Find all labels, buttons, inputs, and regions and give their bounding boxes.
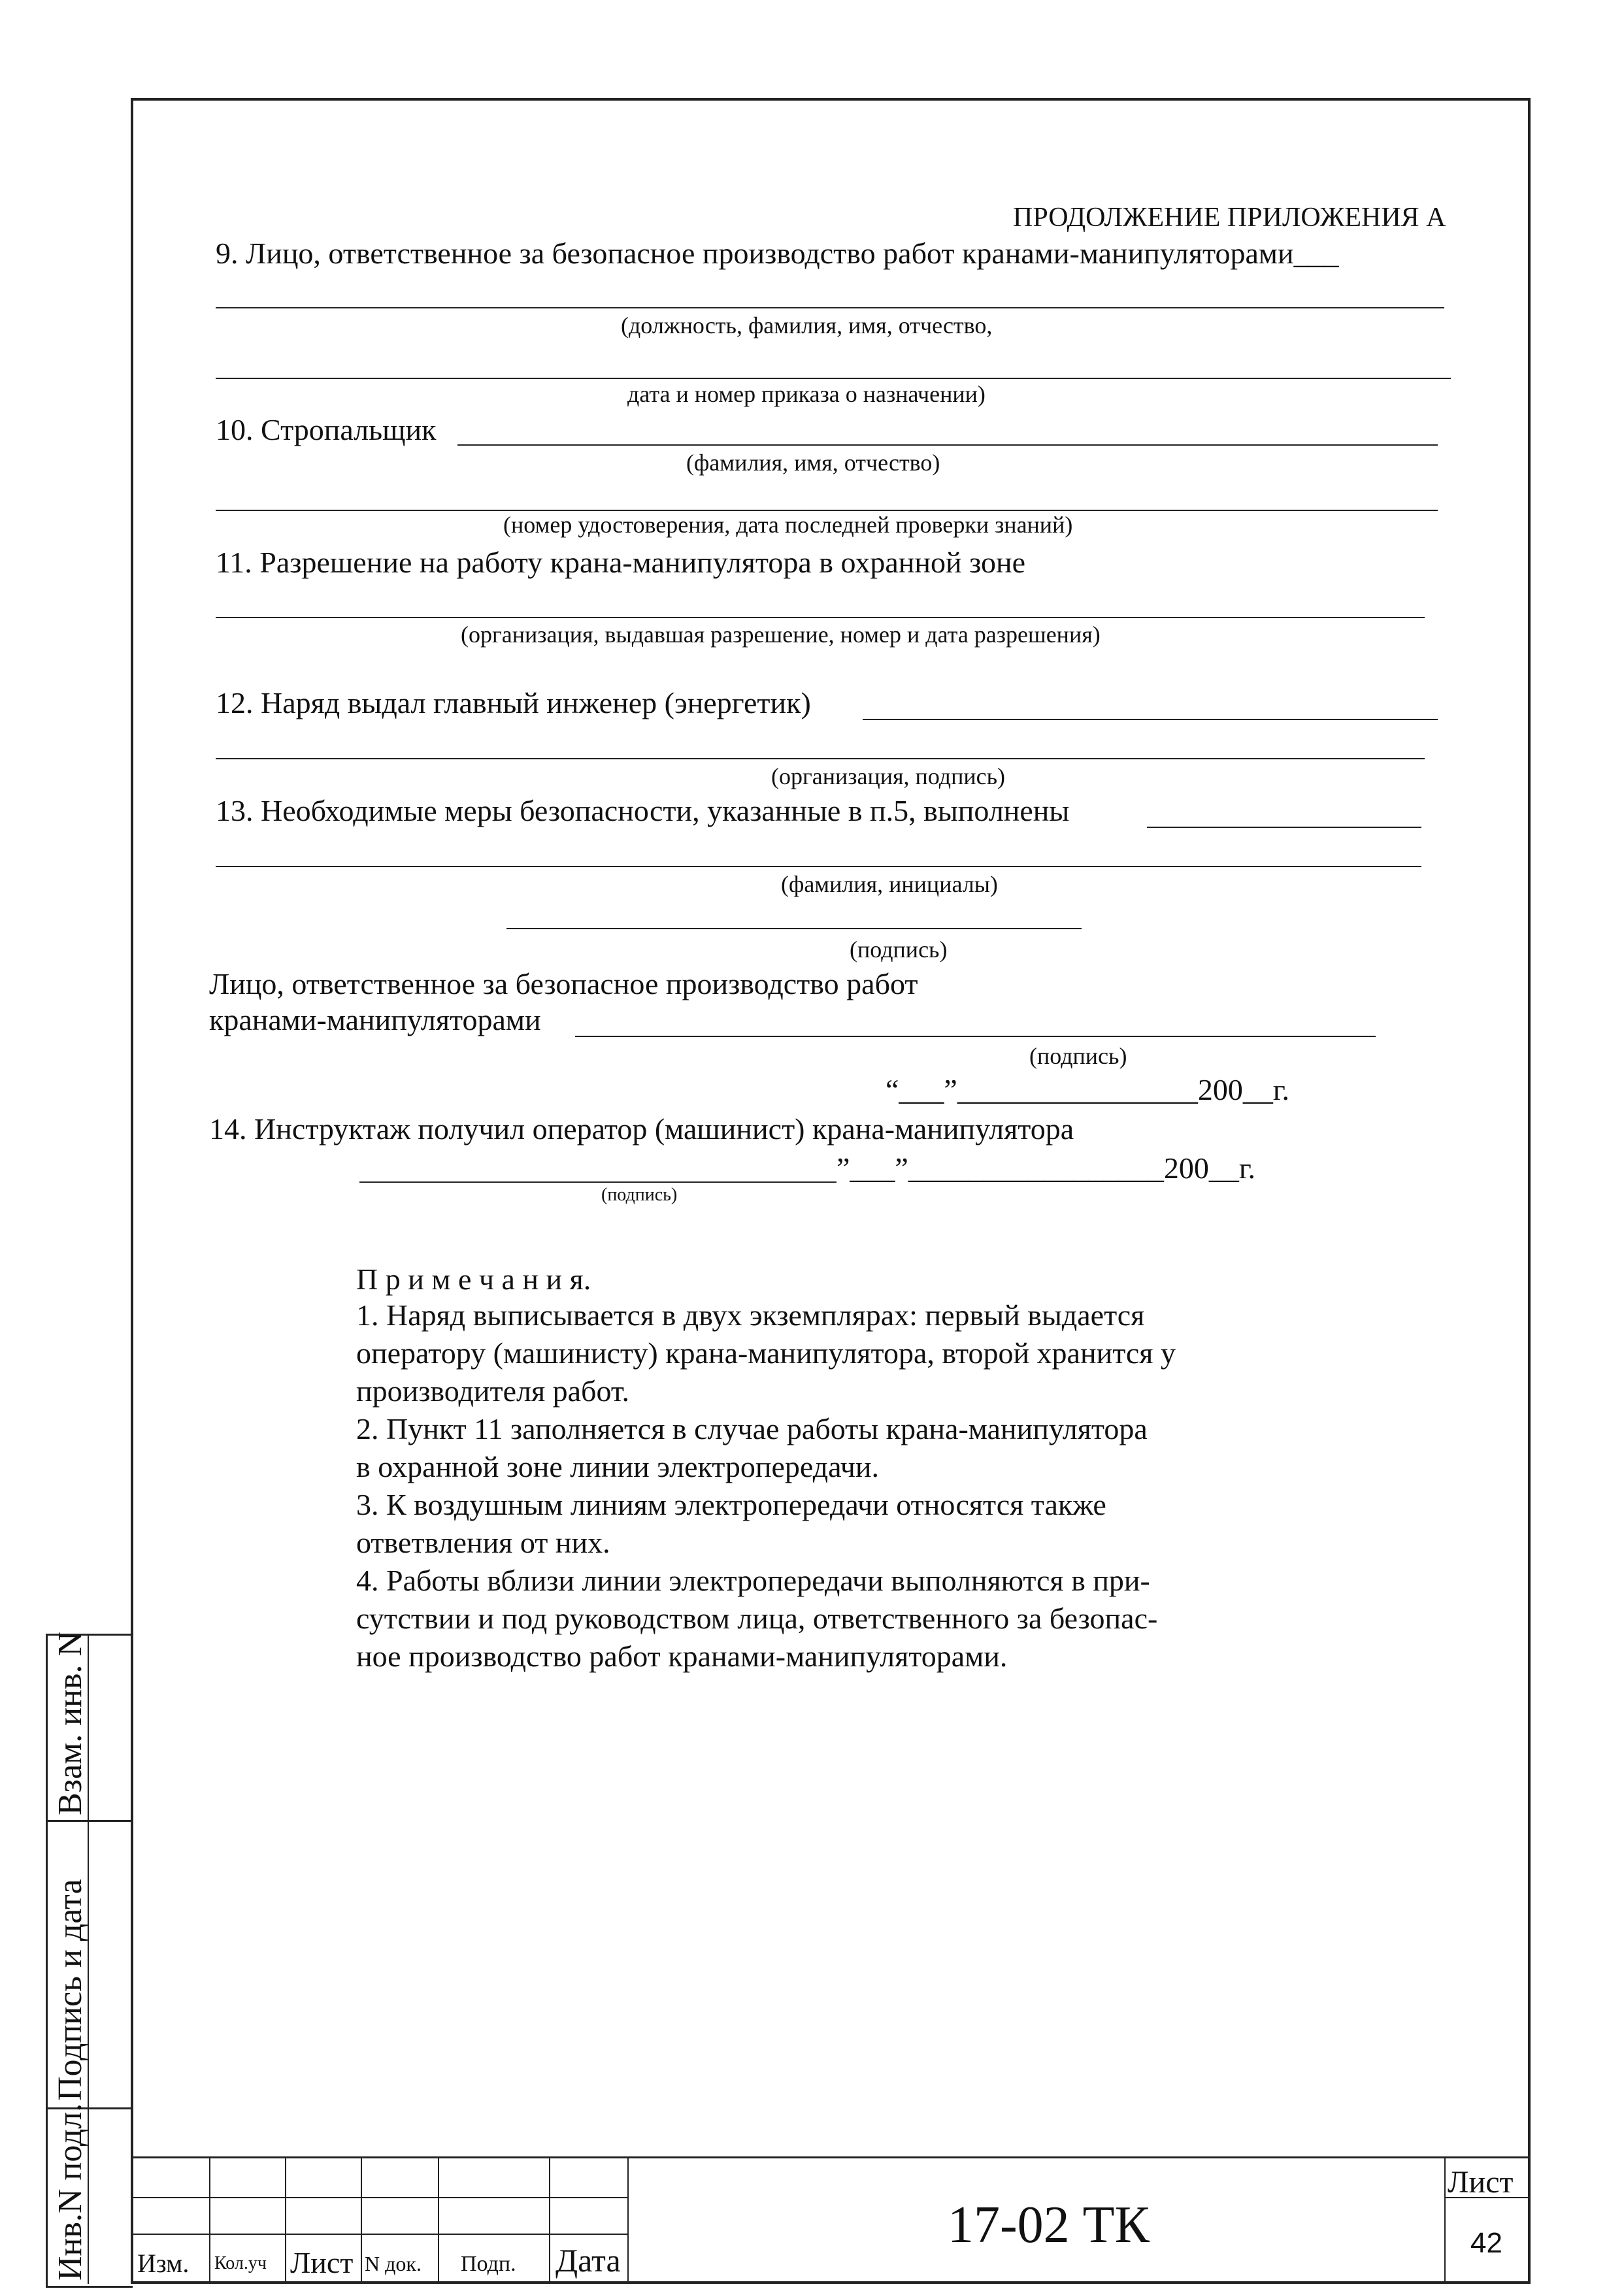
note-line: ответвления от них. xyxy=(356,1526,610,1559)
item-10-hint-2: (номер удостоверения, дата последней проверки знаний) xyxy=(503,512,1073,538)
item-14-signature-line[interactable] xyxy=(359,1181,837,1183)
stamp-col-podp: Подп. xyxy=(461,2252,516,2276)
item-9-hint-2: дата и номер приказа о назначении) xyxy=(627,381,986,407)
item-13-label: 13. Необходимые меры безопасности, указанные в п.5, выполнены xyxy=(216,794,1070,827)
note-line: 2. Пункт 11 заполняется в случае работы крана-манипулятора xyxy=(356,1412,1148,1445)
item-14-hint: (подпись) xyxy=(601,1185,678,1205)
sidebar-podpis-data: Подпись и дата xyxy=(52,1879,89,2101)
responsible-label-line-1: Лицо, ответственное за безопасное производство работ xyxy=(209,967,918,1000)
note-line: оператору (машинисту) крана-манипулятора, второй хранится у xyxy=(356,1336,1176,1370)
sheet-label: Лист xyxy=(1448,2165,1514,2200)
date-field-1[interactable]: “___”________________200__г. xyxy=(886,1073,1290,1106)
item-9-fill-line-2[interactable] xyxy=(216,378,1451,379)
item-10-fill-line-1[interactable] xyxy=(457,444,1438,446)
note-line: в охранной зоне линии электропередачи. xyxy=(356,1450,879,1483)
note-line: производителя работ. xyxy=(356,1374,629,1408)
sheet-number: 42 xyxy=(1470,2227,1502,2259)
note-line: 3. К воздушным линиям электропередачи относятся также xyxy=(356,1488,1106,1521)
note-line: 1. Наряд выписывается в двух экземплярах: первый выдается xyxy=(356,1298,1145,1332)
stamp-col-list: Лист xyxy=(290,2246,354,2279)
note-line: 4. Работы вблизи линии электропередачи выполняются в при- xyxy=(356,1564,1150,1597)
item-13-fill-line-1[interactable] xyxy=(1147,827,1421,828)
item-10-hint-1: (фамилия, имя, отчество) xyxy=(686,450,940,476)
responsible-signature-line[interactable] xyxy=(575,1036,1376,1037)
item-13-signature-line[interactable] xyxy=(506,928,1082,929)
item-12-fill-line-1[interactable] xyxy=(863,719,1438,720)
responsible-hint: (подпись) xyxy=(1029,1043,1127,1069)
left-margin-strip xyxy=(46,1634,137,2284)
document-designation: 17-02 ТК xyxy=(948,2196,1150,2254)
item-12-fill-line-2[interactable] xyxy=(216,758,1425,759)
stamp-col-kol: Кол.уч xyxy=(214,2253,267,2273)
item-9-fill-line-1[interactable] xyxy=(216,307,1444,308)
item-9-label: 9. Лицо, ответственное за безопасное производство работ кранами-манипуляторами___ xyxy=(216,237,1339,270)
item-13-hint-1: (фамилия, инициалы) xyxy=(781,871,998,897)
item-12-hint: (организация, подпись) xyxy=(771,763,1006,789)
stamp-col-data: Дата xyxy=(555,2242,621,2279)
sidebar-vzam-inv: Взам. инв. N xyxy=(52,1632,89,1815)
note-line: сутствии и под руководством лица, ответственного за безопас- xyxy=(356,1602,1158,1635)
date-field-2[interactable]: ”___”_________________200__г. xyxy=(837,1151,1256,1185)
item-11-fill-line[interactable] xyxy=(216,617,1425,618)
note-line: ное производство работ кранами-манипуляторами. xyxy=(356,1640,1008,1673)
item-11-hint: (организация, выдавшая разрешение, номер и дата разрешения) xyxy=(461,621,1101,648)
item-12-label: 12. Наряд выдал главный инженер (энергетик) xyxy=(216,686,811,719)
stamp-col-ndok: N док. xyxy=(365,2252,422,2275)
title-block xyxy=(131,2156,1531,2284)
sidebar-inv-podl: Инв.N подл. xyxy=(52,2103,89,2281)
item-9-hint-1: (должность, фамилия, имя, отчество, xyxy=(621,312,993,338)
item-13-hint-2: (подпись) xyxy=(850,936,948,963)
item-11-label: 11. Разрешение на работу крана-манипулятора в охранной зоне xyxy=(216,546,1026,579)
item-10-label: 10. Стропальщик xyxy=(216,413,437,446)
item-10-fill-line-2[interactable] xyxy=(216,510,1438,511)
responsible-label-line-2: кранами-манипуляторами xyxy=(209,1003,541,1036)
item-13-fill-line-2[interactable] xyxy=(216,866,1421,867)
notes-title: П р и м е ч а н и я. xyxy=(356,1262,591,1296)
continuation-header: ПРОДОЛЖЕНИЕ ПРИЛОЖЕНИЯ А xyxy=(1013,203,1446,233)
item-14-label: 14. Инструктаж получил оператор (машинист) крана-манипулятора xyxy=(209,1112,1074,1146)
stamp-col-izm: Изм. xyxy=(137,2249,190,2278)
